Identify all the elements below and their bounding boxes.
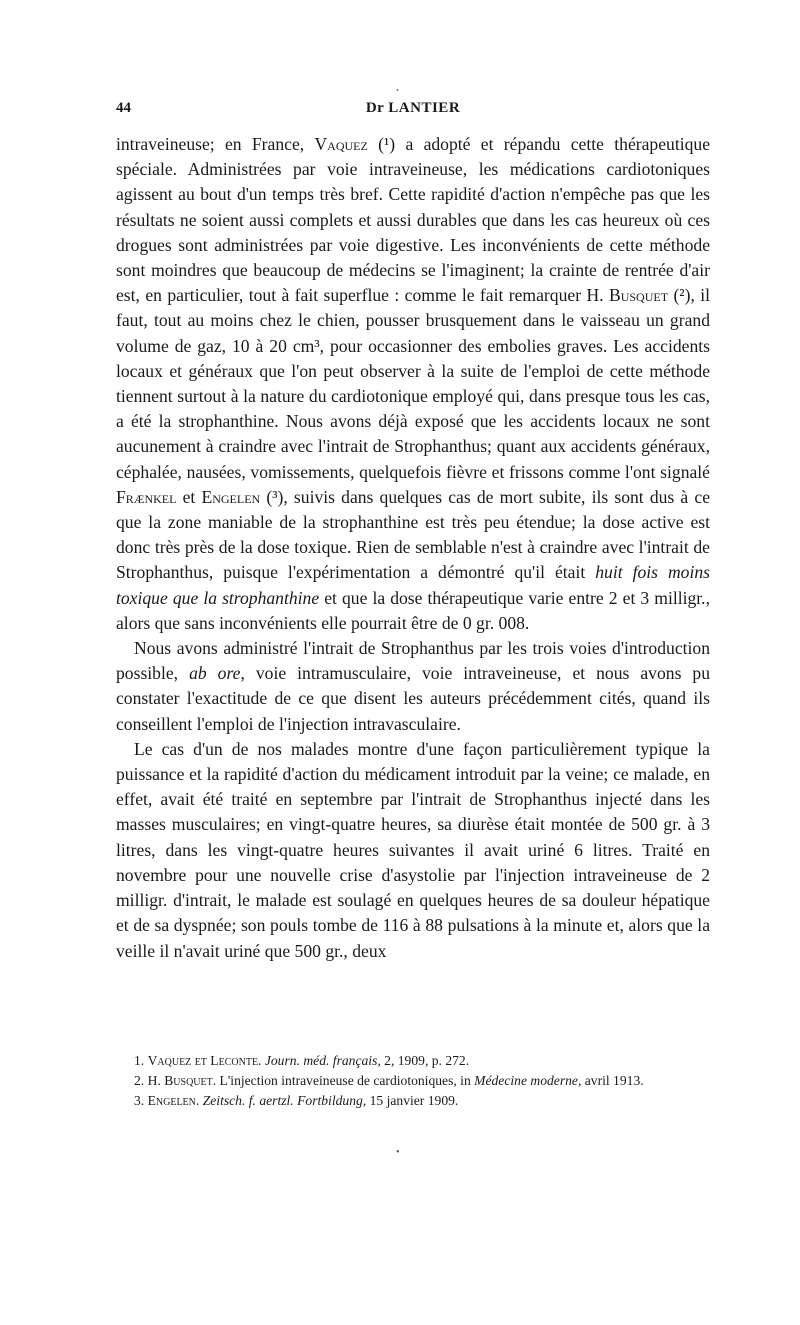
- print-speck: •: [396, 86, 399, 95]
- author-busquet: Busquet: [608, 285, 669, 306]
- footnote-ref-3: (³): [266, 486, 284, 507]
- footnote-authors: Busquet.: [164, 1073, 217, 1088]
- italic-emphasis: huit fois moins toxique que la strophanthine: [116, 562, 710, 608]
- paragraph-3: Le cas d'un de nos malades montre d'une façon particulièrement typique la puissance et la rapidité d'action du médicament introduit par la veine; ce malade, en effet, avait été traité en septembre par l'intrait de Strophanthus injecté dans les masses musculaires; en vingt-quatre heures, sa diurèse était montée de 500 gr. à 3 litres, dans les vingt-quatre heures suivantes il avait uriné 6 litres. Traité en novembre pour une nouvelle crise d'asystolie par l'injection intraveineuse de 2 milligr. d'intrait, le malade est soulagé en quelques heures de sa douleur hépatique et de sa dyspnée; son pouls tombe de 116 à 88 pulsations à la minute et, alors que la veille il n'avait uriné que 500 gr., deux: [116, 738, 710, 961]
- footnote-2: [116, 1071, 710, 1091]
- footnote-ref-1: (¹): [378, 134, 396, 154]
- text-run: et que la dose thérapeutique varie entre 2 et 3 milligr., alors que sans inconvénients elle pourrait être de 0 gr. 008.: [116, 587, 710, 633]
- text-run: intraveineuse; en France,: [116, 134, 315, 154]
- text-run: , suivis dans quelques cas de mort subite, ils sont dus à ce que la zone maniable de la strophanthine est très peu étendue; la dose active est donc très près de la dose toxique. Rien de semblable n'est à craindre avec l'intrait de Strophanthus, puisque l'expérimentation a démontré qu'il était: [116, 486, 711, 583]
- footnote-ref-2: (²): [673, 285, 691, 306]
- footnote-3: [116, 1091, 710, 1111]
- author-engelen: Engelen: [201, 486, 261, 507]
- footnote-journal: Médecine moderne: [474, 1073, 578, 1088]
- running-header: [116, 100, 710, 122]
- text-run: et: [176, 486, 202, 507]
- running-title: Dr LANTIER: [365, 100, 461, 116]
- text-run: a adopté et répandu cette thérapeutique spéciale. Administrées par voie intraveineuse, les médications cardiotoniques agissent au bout d'un temps très bref. Cette rapidité d'action n'empêche pas que les résultats ne soient aussi complets et aussi durables que dans les cas heureux où ces drogues sont administrées par voie digestive. Les inconvénients de cette méthode sont moindres que beaucoup de médecins se l'imaginent; la crainte de rentrée d'air est, en particulier, tout à fait superflue : comme le fait remarquer H.: [116, 134, 710, 306]
- author-fraenkel: Frænkel: [116, 486, 177, 507]
- paragraph-1: [116, 132, 710, 636]
- footnote-details: 15 janvier 1909.: [366, 1093, 459, 1108]
- text-run: , voie intramusculaire, voie intraveineuse, et nous avons pu constater l'exactitude de ce que disent les auteurs précédemment cités, quand ils conseillent l'emploi de l'injection intravasculaire.: [116, 663, 711, 734]
- footnote-number: 3.: [134, 1093, 148, 1108]
- print-speck: •: [396, 1147, 400, 1158]
- page-number: 44: [116, 100, 131, 116]
- author-vaquez: Vaquez: [314, 134, 368, 154]
- footnotes: [116, 1051, 710, 1111]
- text-run: , il faut, tout au moins chez le chien, pousser brusquement dans le vaisseau un grand volume de gaz, 10 à 20 cm³, pour occasionner des embolies graves. Les accidents locaux et généraux que l'on peut observer à la suite de l'emploi de cette méthode tiennent surtout à la nature du cardiotonique employé qui, dans presque tous les cas, a été la strophanthine. Nous avons déjà exposé que les accidents locaux ne sont aucunement à craindre avec l'intrait de Strophanthus; quant aux accidents généraux, céphalée, nausées, vomissements, quelquefois fièvre et frissons comme l'ont signalé: [116, 285, 711, 482]
- footnote-title: L'injection intraveineuse de cardiotoniques, in: [216, 1073, 475, 1088]
- footnote-authors: Engelen.: [147, 1093, 200, 1108]
- footnote-number: 2. H.: [134, 1073, 165, 1088]
- main-text: [116, 132, 710, 964]
- footnote-1: [116, 1051, 710, 1071]
- footnote-authors: Vaquez et Leconte.: [147, 1053, 262, 1068]
- footnote-number: 1.: [134, 1053, 148, 1068]
- footnote-details: , avril 1913.: [577, 1073, 644, 1088]
- paragraph-2: [116, 636, 710, 737]
- footnote-journal: Journ. méd. français,: [261, 1053, 381, 1068]
- footnote-details: 2, 1909, p. 272.: [380, 1053, 470, 1068]
- text-run: Nous avons administré l'intrait de Strophanthus par les trois voies d'introduction possible,: [116, 638, 710, 684]
- italic-ab-ore: ab ore: [189, 663, 241, 684]
- footnote-journal: Zeitsch. f. aertzl. Fortbildung,: [199, 1093, 367, 1108]
